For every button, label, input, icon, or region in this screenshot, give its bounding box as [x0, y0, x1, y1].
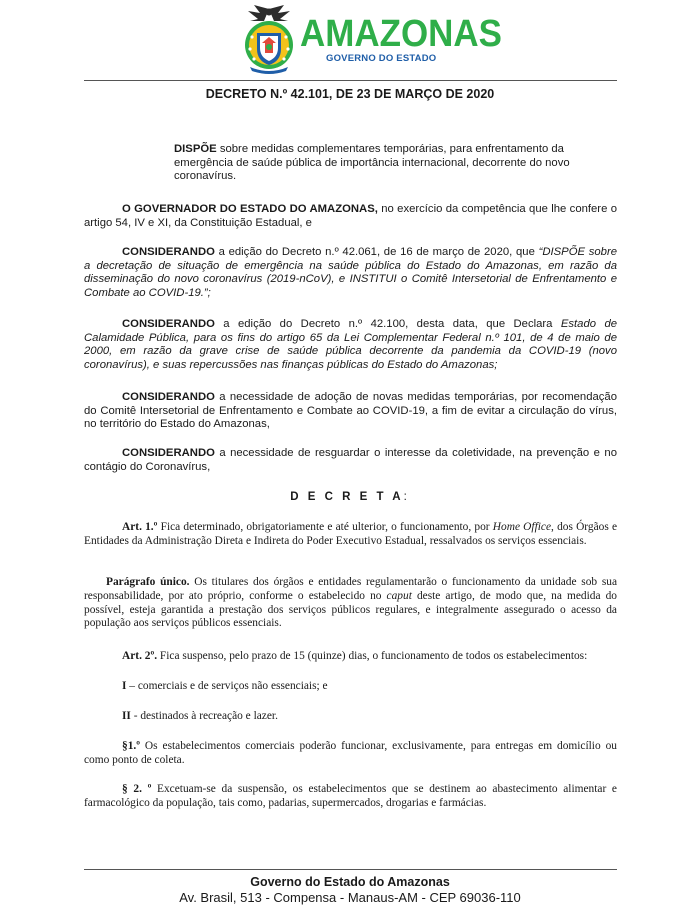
considering-4-text: a necessidade de resguardar o interesse da coletividade, na prevenção e no contágio do Coronavírus,: [84, 447, 617, 473]
paragraph-1-lead: §1.º: [122, 740, 140, 752]
header-divider: [84, 80, 617, 81]
paragraph-2: [84, 783, 617, 811]
considering-1-lead: CONSIDERANDO: [122, 246, 215, 258]
item-2-text: - destinados à recreação e lazer.: [130, 710, 278, 722]
footer-name: Governo do Estado do Amazonas: [250, 875, 450, 889]
considering-2: [84, 318, 617, 372]
considering-1-text: a edição do Decreto n.º 42.061, de 16 de março de 2020, que: [214, 246, 539, 258]
considering-4-lead: CONSIDERANDO: [122, 447, 215, 459]
item-2-lead: II: [122, 710, 131, 722]
preamble-text: no exercício da competência que lhe confere o artigo 54, IV e XI, da Constituição Estadual, e: [84, 203, 617, 229]
paragraph-single: [84, 576, 617, 631]
item-1: [84, 680, 617, 694]
paragraph-1: [84, 740, 617, 768]
paragraph-single-lead: Parágrafo único.: [106, 576, 190, 588]
paragraph-1-text: Os estabelecimentos comerciais poderão funcionar, exclusivamente, para entregas em domicílio ou como ponto de coleta.: [84, 740, 617, 766]
paragraph-single-italic: caput: [386, 589, 412, 602]
paragraph-single-text-b: deste artigo, de modo que, na medida do possível, esteja garantida a prestação dos serviços públicos regulares, e integralmente assegurado o acesso da população aos serviços públicos essenciais.: [84, 589, 617, 630]
brand-name: AMAZONAS: [300, 13, 502, 55]
decreta-word: D E C R E T A: [290, 491, 404, 503]
paragraph-2-text: Excetuam-se da suspensão, os estabelecimentos que se destinem ao abastecimento alimentar e farmacológico da população, tais como, padarias, supermercados, drogarias e farmácias.: [84, 783, 617, 809]
article-2: [84, 650, 617, 664]
paragraph-2-lead: § 2. º: [122, 783, 152, 795]
considering-2-lead: CONSIDERANDO: [122, 318, 215, 330]
footer-address: Av. Brasil, 513 - Compensa - Manaus-AM - CEP 69036-110: [179, 890, 521, 905]
article-1-lead: Art. 1.º: [122, 521, 158, 533]
preamble-lead: O GOVERNADOR DO ESTADO DO AMAZONAS,: [122, 203, 378, 215]
ementa-text: sobre medidas complementares temporárias, para enfrentamento da emergência de saúde pública de importância internacional, decorrente do novo coronavírus.: [174, 143, 570, 183]
considering-3-lead: CONSIDERANDO: [122, 391, 215, 403]
considering-2-italic: Estado de Calamidade Pública, para os fins do artigo 65 da Lei Complementar Federal n.º 101, de 4 de maio de 2000, em razão da grave crise de saúde pública decorrente da pandemia da COVID-19 (novo coronavírus), e suas repercussões nas finanças públicas do Estado do Amazonas;: [84, 318, 618, 371]
decree-title: DECRETO N.º 42.101, DE 23 DE MARÇO DE 2020: [205, 87, 495, 101]
decreta-suffix: :: [403, 491, 410, 503]
brand-subtitle: GOVERNO DO ESTADO: [326, 53, 437, 64]
article-2-lead: Art. 2º.: [122, 650, 158, 662]
preamble: [84, 203, 617, 230]
ementa: [174, 143, 614, 184]
considering-3: [84, 391, 617, 432]
article-1-text-b: , dos Órgãos e Entidades da Administração Direta e Indireta do Poder Executivo Estadual, ressalvados os serviços essenciais.: [84, 521, 618, 547]
considering-1: [84, 246, 617, 300]
brand-logo: [300, 13, 502, 64]
ementa-lead: DISPÕE: [174, 143, 217, 155]
page-header: [0, 0, 700, 80]
item-2: [84, 710, 617, 724]
considering-4: [84, 447, 617, 474]
article-1-italic: Home Office: [492, 521, 552, 533]
article-2-text: Fica suspenso, pelo prazo de 15 (quinze) dias, o funcionamento de todos os estabelecimentos:: [157, 650, 588, 662]
footer-divider: [84, 869, 617, 870]
article-1: [84, 521, 617, 549]
article-1-text-a: Fica determinado, obrigatoriamente e até ulterior, o funcionamento, por: [157, 521, 493, 533]
item-1-text: – comerciais e de serviços não essenciais; e: [126, 680, 328, 692]
considering-2-text: a edição do Decreto n.º 42.100, desta data, que Declara: [214, 318, 561, 330]
decreta-heading: [0, 491, 700, 503]
item-1-lead: I: [122, 680, 127, 692]
coat-of-arms-icon: [240, 3, 298, 75]
considering-1-italic: “DISPÕE sobre a decretação de situação de emergência na saúde pública do Estado do Amazonas, em razão da disseminação do novo coronavírus (2019-nCoV), e INSTITUI o Comitê Intersetorial de Enfrentamento e Combate ao COVID-19.”;: [84, 246, 618, 299]
paragraph-single-text-a: Os titulares dos órgãos e entidades regulamentarão o funcionamento da unidade sob sua responsabilidade, por ato próprio, conforme o estabelecido no: [84, 576, 617, 602]
considering-3-text: a necessidade de adoção de novas medidas temporárias, por recomendação do Comitê Intersetorial de Enfrentamento e Combate ao COVID-19, a fim de evitar a circulação do vírus, no território do Estado do Amazonas,: [84, 391, 617, 431]
